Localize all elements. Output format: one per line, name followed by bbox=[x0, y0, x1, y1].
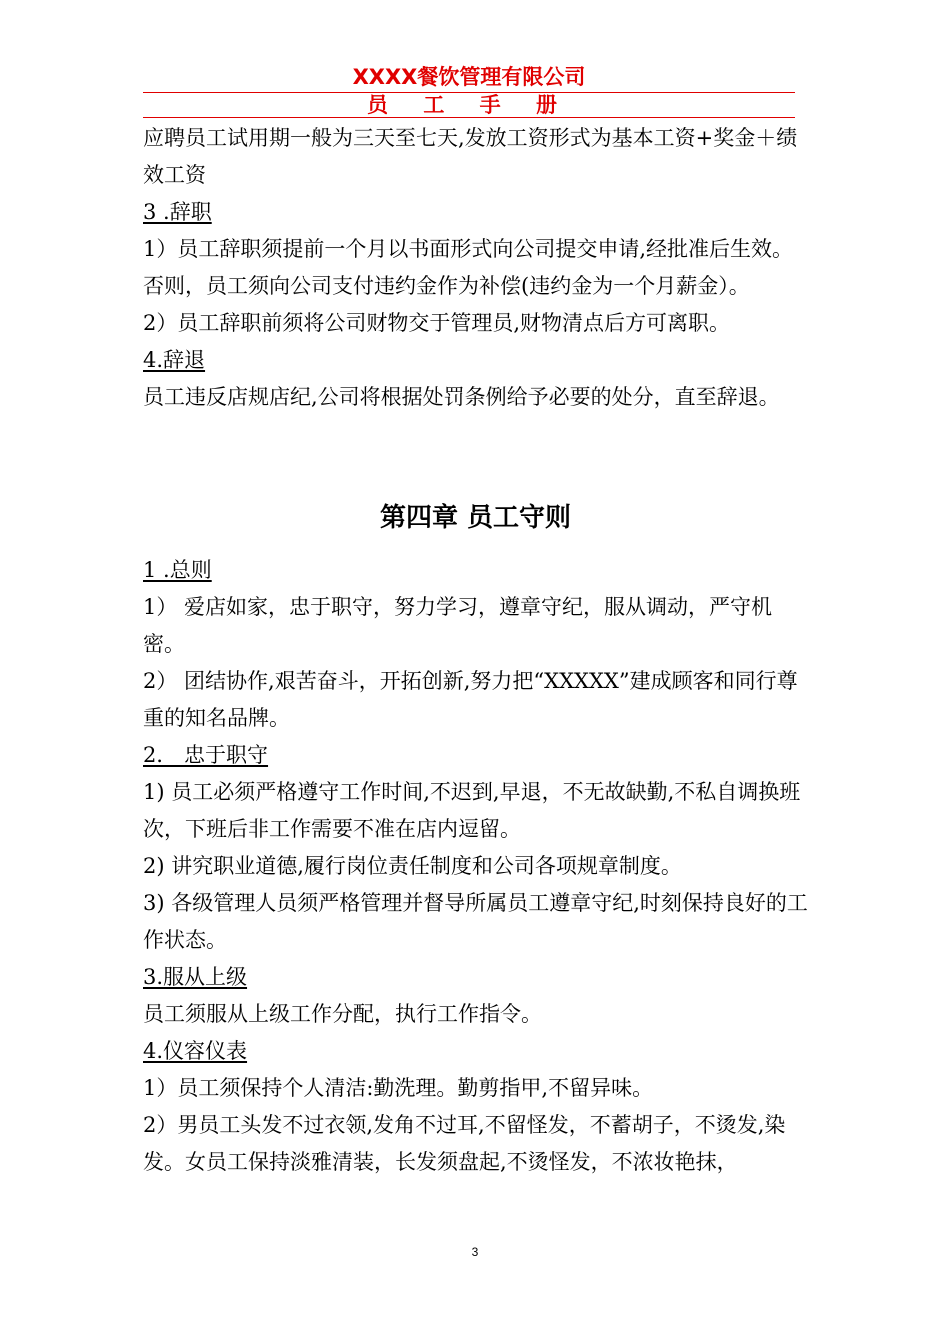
resign-item: 2）员工辞职前须将公司财物交于管理员,财物清点后方可离职。 bbox=[143, 311, 731, 335]
obey-heading: 3.服从上级 bbox=[143, 965, 248, 989]
general-item: 1） 爱店如家，忠于职守，努力学习，遵章守纪，服从调动，严守机密。 bbox=[143, 595, 773, 656]
dismiss-heading: 4.辞退 bbox=[143, 348, 206, 372]
appearance-heading: 4.仪容仪表 bbox=[143, 1039, 248, 1063]
resign-heading: 3 .辞职 bbox=[143, 200, 212, 224]
duty-item: 1) 员工必须严格遵守工作时间,不迟到,早退，不无故缺勤,不私自调换班次，下班后非工作需要不准在店内逗留。 bbox=[143, 780, 801, 841]
general-item: 2） 团结协作,艰苦奋斗，开拓创新,努力把“XXXXX”建成顾客和同行尊重的知名品牌。 bbox=[143, 669, 798, 730]
duty-item: 2) 讲究职业道德,履行岗位责任制度和公司各项规章制度。 bbox=[143, 854, 682, 878]
resign-item: 1）员工辞职须提前一个月以书面形式向公司提交申请,经批准后生效。否则，员工须向公司支付违约金作为补偿(违约金为一个月薪金）。 bbox=[143, 237, 794, 298]
general-heading: 1 .总则 bbox=[143, 558, 212, 582]
duty-heading: 2． 忠于职守 bbox=[143, 743, 269, 767]
appearance-item: 1）员工须保持个人清洁:勤洗理。勤剪指甲,不留异味。 bbox=[143, 1076, 654, 1100]
probation-paragraph: 应聘员工试用期一般为三天至七天,发放工资形式为基本工资+奖金＋绩效工资 bbox=[143, 126, 798, 187]
page-number: 3 bbox=[471, 1245, 479, 1259]
appearance-item: 2）男员工头发不过衣领,发角不过耳,不留怪发，不蓄胡子，不烫发,染发。女员工保持淡雅清装，长发须盘起,不烫怪发，不浓妆艳抹， bbox=[143, 1113, 786, 1174]
obey-paragraph: 员工须服从上级工作分配，执行工作指令。 bbox=[143, 1002, 542, 1026]
header-subtitle: 员 工 手 册 bbox=[143, 93, 795, 118]
page-header bbox=[143, 64, 795, 118]
dismiss-paragraph: 员工违反店规店纪,公司将根据处罚条例给予必要的处分，直至辞退。 bbox=[143, 385, 780, 409]
chapter-title: 第四章 员工守则 bbox=[379, 503, 572, 533]
header-company-name: XXXX餐饮管理有限公司 bbox=[143, 64, 795, 93]
document-body bbox=[143, 120, 808, 1181]
duty-item: 3) 各级管理人员须严格管理并督导所属员工遵章守纪,时刻保持良好的工作状态。 bbox=[143, 891, 808, 952]
